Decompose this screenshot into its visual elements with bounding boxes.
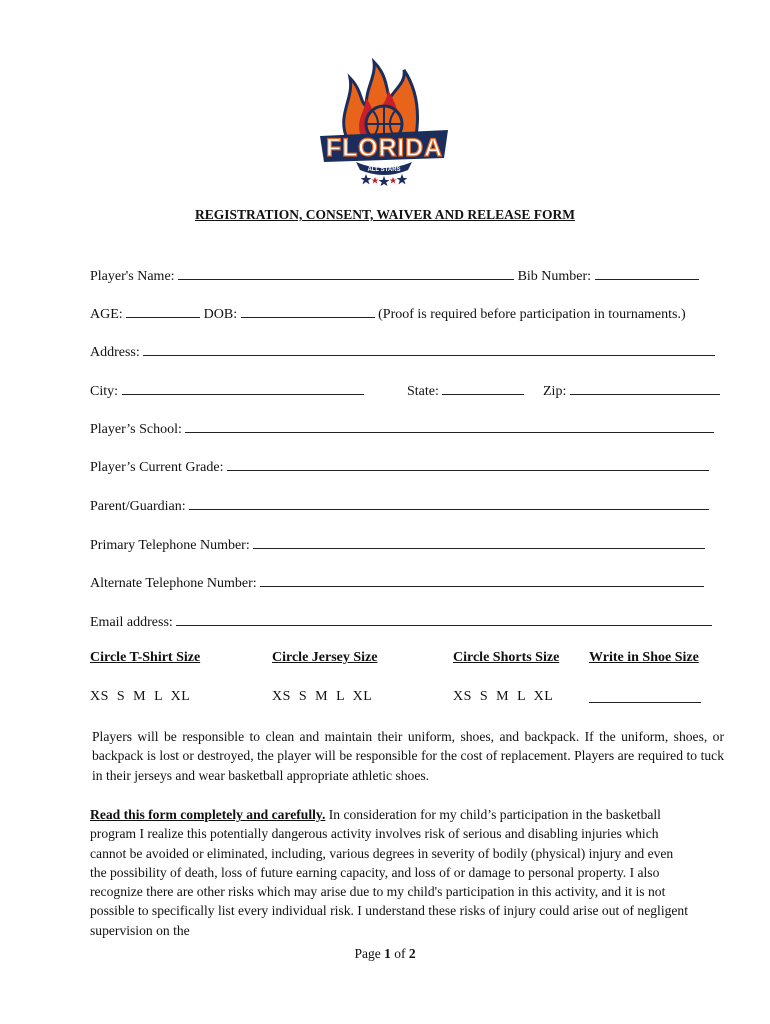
bib-number-label: Bib Number: bbox=[517, 269, 592, 284]
alternate-phone-label: Alternate Telephone Number: bbox=[90, 576, 257, 591]
primary-phone-row bbox=[90, 535, 705, 554]
alternate-phone-field[interactable] bbox=[260, 573, 704, 587]
zip-wrap bbox=[543, 381, 720, 400]
footer-prefix: Page bbox=[354, 946, 385, 961]
waiver-lead: Read this form completely and carefully. bbox=[90, 807, 326, 822]
waiver-body: In consideration for my child’s participation in the basketball program I realize this potentially dangerous activity involves risk of serious and disabling injuries which cannot be avoided or eliminated, including, various degrees in severity of bodily (physical) injury and even the possibility of death, loss of future earning capacity, and loss of or damage to personal property. I also recognize there are other risks which may arise due to my child's participation in this activity, and it is not possible to specifically list every individual risk. I understand these risks of injury could arise out of negligent supervision on the bbox=[90, 807, 688, 938]
jersey-size-options[interactable]: XS S M L XL bbox=[272, 689, 373, 704]
responsibility-paragraph: Players will be responsible to clean and maintain their uniform, shoes, and backpack. If the uniform, shoes, or backpack is lost or destroyed, the player will be responsible for the cost of replacement. Players are required to tuck in their jerseys and wear basketball appropriate athletic shoes. bbox=[92, 729, 724, 783]
age-field[interactable] bbox=[126, 304, 200, 318]
grade-row bbox=[90, 457, 709, 476]
shorts-size-options[interactable]: XS S M L XL bbox=[453, 689, 554, 704]
jersey-size-header: Circle Jersey Size bbox=[272, 650, 378, 665]
email-label: Email address: bbox=[90, 615, 173, 630]
footer-total-pages: 2 bbox=[408, 946, 416, 961]
age-label: AGE: bbox=[90, 307, 123, 322]
logo-subtext: ALL STARS bbox=[367, 167, 401, 173]
state-field[interactable] bbox=[442, 381, 524, 395]
email-row bbox=[90, 612, 712, 631]
proof-note: (Proof is required before participation in tournaments.) bbox=[378, 307, 686, 322]
shoe-size-header: Write in Shoe Size bbox=[589, 650, 699, 665]
florida-all-stars-logo bbox=[316, 58, 452, 186]
city-label-wrap bbox=[90, 381, 364, 400]
waiver-paragraph bbox=[90, 805, 690, 940]
city-label: City: bbox=[90, 384, 119, 399]
guardian-field[interactable] bbox=[189, 496, 709, 510]
bib-number-field[interactable] bbox=[595, 266, 699, 280]
primary-phone-field[interactable] bbox=[253, 535, 705, 549]
dob-field[interactable] bbox=[241, 304, 375, 318]
zip-field[interactable] bbox=[570, 381, 720, 395]
age-dob-row bbox=[90, 304, 686, 323]
dob-label: DOB: bbox=[203, 307, 238, 322]
guardian-row bbox=[90, 496, 709, 515]
address-label: Address: bbox=[90, 345, 140, 360]
grade-field[interactable] bbox=[227, 457, 709, 471]
school-label: Player’s School: bbox=[90, 422, 182, 437]
email-field[interactable] bbox=[176, 612, 712, 626]
address-field[interactable] bbox=[143, 342, 715, 356]
shoe-size-wrap bbox=[589, 689, 701, 708]
footer-middle: of bbox=[390, 946, 409, 961]
tshirt-size-header: Circle T-Shirt Size bbox=[90, 650, 201, 665]
school-row bbox=[90, 419, 714, 438]
page-footer bbox=[0, 946, 770, 962]
zip-label: Zip: bbox=[543, 384, 567, 399]
player-name-row bbox=[90, 266, 699, 285]
state-wrap bbox=[407, 381, 524, 400]
shorts-size-header: Circle Shorts Size bbox=[453, 650, 560, 665]
stars-icon bbox=[361, 174, 408, 186]
shoe-size-field[interactable] bbox=[589, 689, 701, 703]
state-label: State: bbox=[407, 384, 439, 399]
tshirt-size-options[interactable]: XS S M L XL bbox=[90, 689, 191, 704]
alternate-phone-row bbox=[90, 573, 704, 592]
grade-label: Player’s Current Grade: bbox=[90, 460, 224, 475]
school-field[interactable] bbox=[185, 419, 714, 433]
address-row bbox=[90, 342, 715, 361]
player-name-label: Player's Name: bbox=[90, 269, 175, 284]
player-name-field[interactable] bbox=[178, 266, 514, 280]
form-title: REGISTRATION, CONSENT, WAIVER AND RELEASE FORM bbox=[195, 207, 575, 222]
guardian-label: Parent/Guardian: bbox=[90, 499, 186, 514]
primary-phone-label: Primary Telephone Number: bbox=[90, 538, 250, 553]
footer-current-page: 1 bbox=[384, 946, 391, 961]
logo-wordmark: FLORIDA bbox=[326, 134, 442, 162]
city-field[interactable] bbox=[122, 381, 364, 395]
